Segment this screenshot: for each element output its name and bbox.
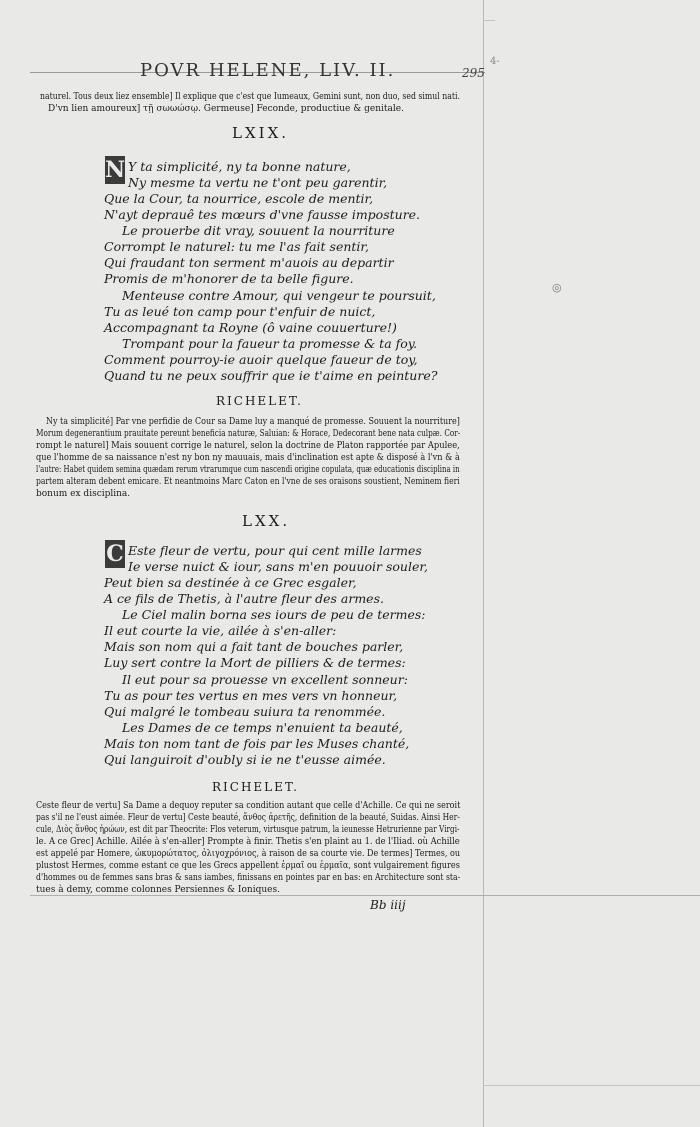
verse-line: Ny mesme ta vertu ne t'ont peu garentir,: [128, 175, 388, 190]
commentary-title: RICHELET.: [212, 780, 299, 794]
verse-line: Luy sert contre la Mort de pilliers & de termes:: [104, 655, 406, 670]
sonnet-title: LXX.: [242, 512, 291, 530]
verse-line: A ce fils de Thetis, à l'autre fleur des armes.: [104, 591, 384, 606]
running-title: POVR HELENE, LIV. II.: [140, 60, 396, 81]
verse-line: Comment pourroy-ie auoir quelque faueur de toy,: [104, 352, 418, 367]
drop-cap: C: [106, 541, 124, 567]
margin-tick: [483, 20, 495, 21]
verse-line: Trompant pour la faueur ta promesse & ta foy.: [122, 336, 418, 351]
verse-line: Qui fraudant ton serment m'auois au departir: [104, 255, 394, 270]
verse-line: Mais ton nom tant de fois par les Muses chanté,: [104, 736, 410, 751]
margin-tick: [483, 1085, 700, 1086]
commentary-line: Ny ta simplicité] Par vne perfidie de Cour sa Dame luy a manqué de promesse. Souuent la nourriture]: [46, 417, 460, 427]
verse-line: N'ayt deprauê tes mœurs d'vne fausse imposture.: [104, 207, 421, 222]
commentary-line: d'hommes ou de femmes sans bras & sans iambes, finissans en pointes par en bas: en Architecture sont sta-: [36, 873, 461, 883]
verse-line: Ie verse nuict & iour, sans m'en pouuoir souler,: [128, 559, 428, 574]
verse-line: Que la Cour, ta nourrice, escole de mentir,: [104, 191, 374, 206]
vertical-fold-line: [483, 0, 484, 1127]
commentary-line: l'autre: Habet quidem semina quædam rerum vtrarumque cum nascendi origine copulata, quæ educationis disciplina in: [36, 465, 460, 475]
verse-line: Le prouerbe dit vray, souuent la nourriture: [122, 223, 395, 238]
verse-line: Qui languiroit d'oubly si ie ne t'eusse aimée.: [104, 752, 386, 767]
commentary-line: est appelé par Homere, ὠκυμορώτατος, ὀλιγοχρόνιος, à raison de sa courte vie. De termes] Termes, ou: [36, 849, 461, 859]
verse-line: Corrompt le naturel: tu me l'as fait sentir,: [104, 239, 369, 254]
verse-line: Quand tu ne peux souffrir que ie t'aime en peinture?: [104, 368, 438, 383]
commentary-line: cule, Διὸς ἄνθος ἡρώων, est dit par Theocrite: Flos veterum, virtusque patrum, la ieunesse Hetrurienne par Virgi-: [36, 825, 460, 835]
verse-line: Peut bien sa destinée à ce Grec esgaler,: [104, 575, 357, 590]
verse-line: Les Dames de ce temps n'enuient ta beauté,: [122, 720, 403, 735]
verse-line: Il eut courte la vie, ailée à s'en-aller:: [104, 623, 337, 638]
commentary-line: partem alteram debent emicare. Et neantmoins Marc Caton en l'vne de ses oraisons soustient, Neminem fieri: [36, 477, 460, 487]
verse-line: Menteuse contre Amour, qui vengeur te poursuit,: [122, 288, 436, 303]
verse-line: Promis de m'honorer de ta belle figure.: [104, 271, 354, 286]
intro-line: naturel. Tous deux liez ensemble] Il explique que c'est que Iumeaux, Gemini sunt, non duo, sed simul nati.: [40, 92, 460, 102]
verse-line: Tu as leué ton camp pour t'enfuir de nuict,: [104, 304, 376, 319]
verse-line: Le Ciel malin borna ses iours de peu de termes:: [122, 607, 426, 622]
commentary-line: Morum degenerantium prauitate pereunt beneficia naturæ, Saluian: & Horace, Dedecorant bene nata culpæ. Cor-: [36, 429, 461, 439]
verse-line: Accompagnant ta Royne (ô vaine couuerture!): [104, 320, 397, 335]
commentary-line: que l'homme de sa naissance n'est ny bon ny mauuais, mais d'inclination est apte & disposé à l'vn & à: [36, 453, 460, 463]
commentary-line: bonum ex disciplina.: [36, 489, 131, 499]
verse-line: Il eut pour sa prouesse vn excellent sonneur:: [122, 672, 408, 687]
catchword: Bb iiij: [370, 898, 406, 912]
commentary-line: pas s'il ne l'eust aimée. Fleur de vertu] Ceste beauté, ἄνθος ἀρετῆς, definition de la beauté, Suidas. Ainsi Her-: [36, 813, 460, 823]
verse-line: Y ta simplicité, ny ta bonne nature,: [128, 159, 351, 174]
verse-line: Qui malgré le tombeau suiura ta renommée.: [104, 704, 386, 719]
commentary-line: le. A ce Grec] Achille. Ailée à s'en-aller] Prompte à finir. Thetis s'en plaint au 1. de l'Iliad. où Achille: [36, 837, 460, 847]
commentary-line: plustost Hermes, comme estant ce que les Grecs appellent ἑρμαῖ ou ἑρμαῖα, sont vulgairement figures: [36, 861, 460, 871]
margin-dot: ◎: [552, 281, 562, 294]
verse-line: Mais son nom qui a fait tant de bouches parler,: [104, 639, 404, 654]
commentary-line: Ceste fleur de vertu] Sa Dame a dequoy reputer sa condition autant que celle d'Achille. Ce qui ne seroit: [36, 801, 461, 811]
intro-line: D'vn lien amoureux] τῇ σωωώσῳ. Germeuse] Feconde, productiue & genitale.: [48, 104, 404, 114]
verse-line: Tu as pour tes vertus en mes vers vn honneur,: [104, 688, 398, 703]
commentary-line: tues à demy, comme colonnes Persiennes & Ioniques.: [36, 885, 280, 895]
drop-cap: N: [105, 157, 126, 183]
page-number: 295: [462, 66, 485, 80]
margin-mark: 4-: [490, 56, 500, 67]
sonnet-title: LXIX.: [232, 124, 290, 142]
commentary-title: RICHELET.: [216, 394, 303, 408]
commentary-line: rompt le naturel] Mais souuent corrige le naturel, selon la doctrine de Platon rapportée par Apulee,: [36, 441, 460, 451]
verse-line: Este fleur de vertu, pour qui cent mille larmes: [128, 543, 422, 558]
